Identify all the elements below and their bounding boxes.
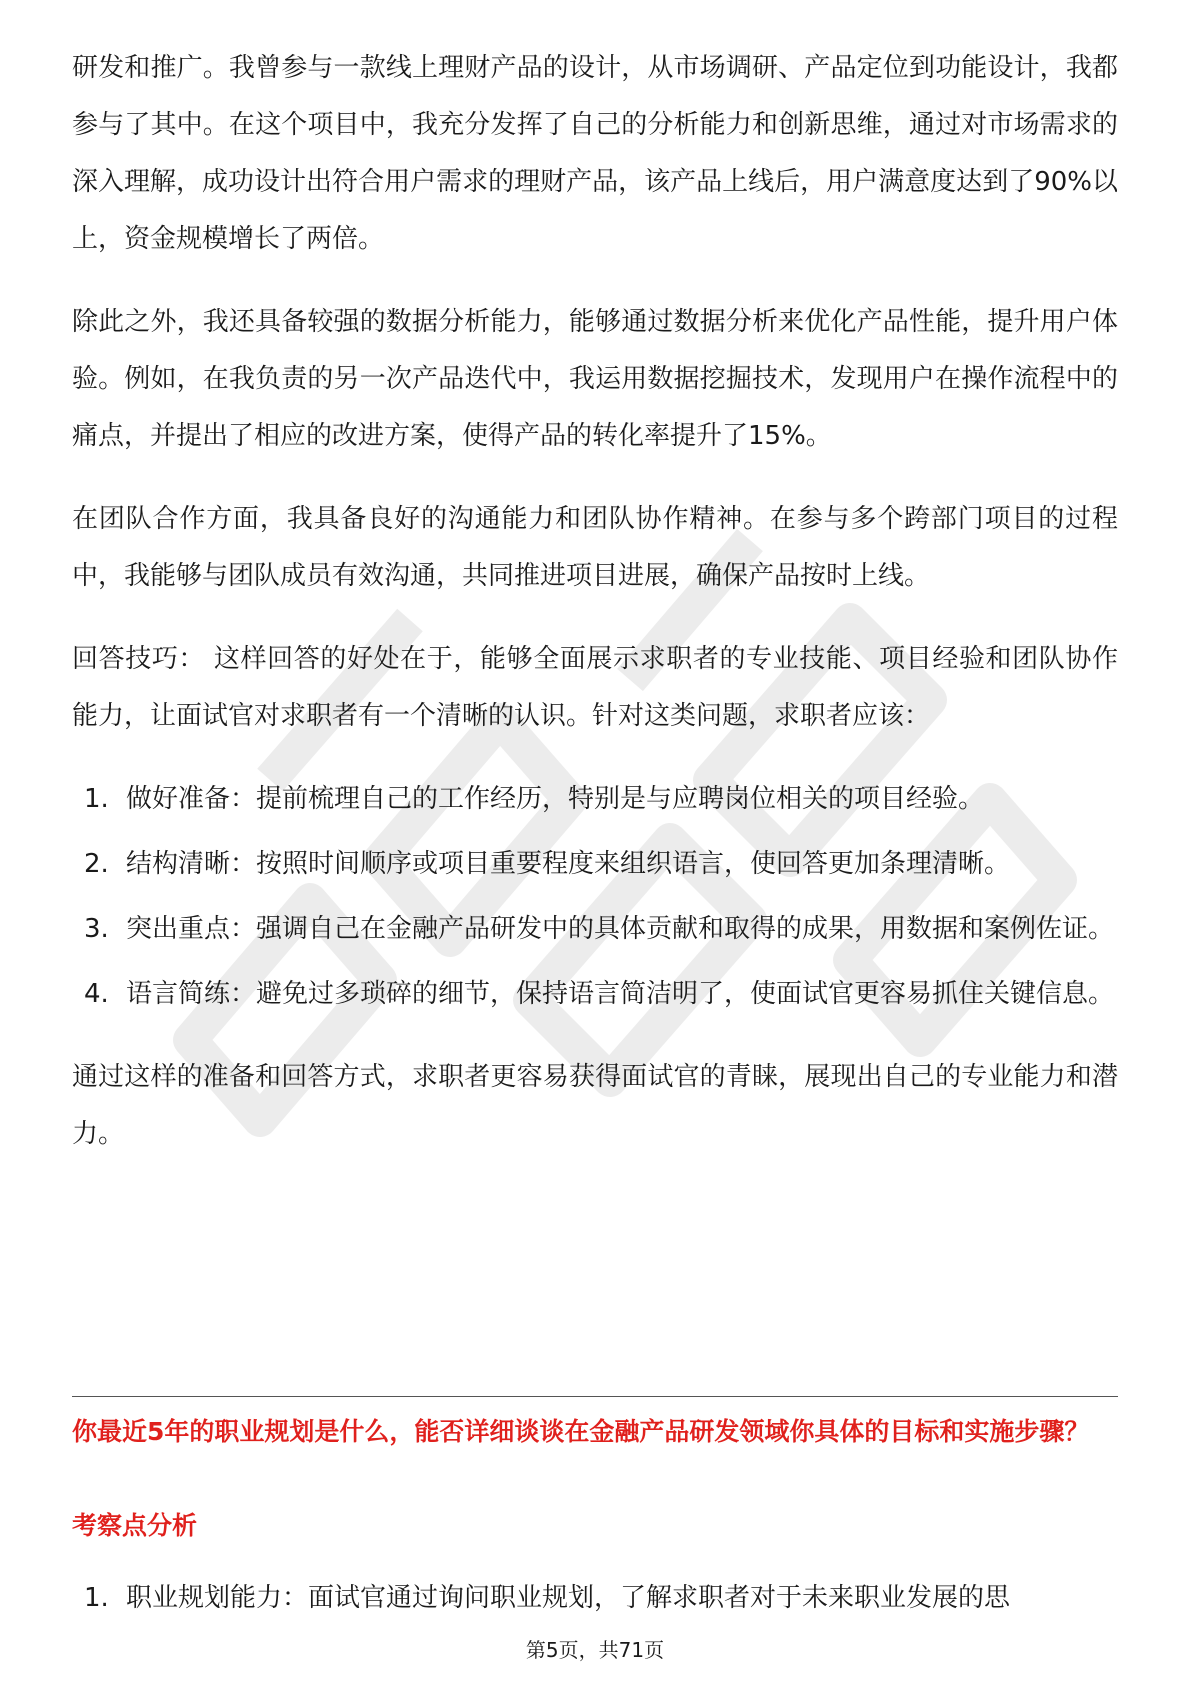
list-item bbox=[72, 836, 1118, 893]
list-item bbox=[72, 966, 1118, 1023]
paragraph-answer-tips: 回答技巧： 这样回答的好处在于，能够全面展示求职者的专业技能、项目经验和团队协作能力，让面试官对求职者有一个清晰的认识。针对这类问题，求职者应该： bbox=[72, 644, 1118, 731]
list-item bbox=[72, 771, 1118, 828]
list-item-number: 3. bbox=[84, 914, 109, 944]
list-item-text: 做好准备：提前梳理自己的工作经历，特别是与应聘岗位相关的项目经验。 bbox=[126, 784, 985, 814]
paragraph-teamwork: 在团队合作方面，我具备良好的沟通能力和团队协作精神。在参与多个跨部门项目的过程中，我能够与团队成员有效沟通，共同推进项目进展，确保产品按时上线。 bbox=[72, 504, 1118, 591]
section-divider bbox=[72, 1396, 1118, 1397]
list-item-number: 1. bbox=[84, 784, 109, 814]
list-item-text: 语言简练：避免过多琐碎的细节，保持语言简洁明了，使面试官更容易抓住关键信息。 bbox=[126, 979, 1115, 1009]
paragraph-data-analysis: 除此之外，我还具备较强的数据分析能力，能够通过数据分析来优化产品性能，提升用户体验。例如，在我负责的另一次产品迭代中，我运用数据挖掘技术，发现用户在操作流程中的痛点，并提出了相应的改进方案，使得产品的转化率提升了15%。 bbox=[72, 307, 1118, 451]
list-item-number: 2. bbox=[84, 849, 109, 879]
question-heading: 你最近5年的职业规划是什么，能否详细谈谈在金融产品研发领域你具体的目标和实施步骤？ bbox=[72, 1417, 1090, 1446]
list-item-text: 突出重点：强调自己在金融产品研发中的具体贡献和取得的成果，用数据和案例佐证。 bbox=[126, 914, 1115, 944]
list-item bbox=[72, 1580, 1118, 1616]
list-item-number: 4. bbox=[84, 979, 109, 1009]
paragraph-closing: 通过这样的准备和回答方式，求职者更容易获得面试官的青睐，展现出自己的专业能力和潜力。 bbox=[72, 1062, 1118, 1149]
tips-list bbox=[72, 771, 1118, 1023]
page-footer: 第5页，共71页 bbox=[525, 1638, 665, 1662]
list-item-text: 结构清晰：按照时间顺序或项目重要程度来组织语言，使回答更加条理清晰。 bbox=[126, 849, 1011, 879]
list-item-number: 1. bbox=[84, 1583, 109, 1613]
analysis-list bbox=[72, 1580, 1118, 1616]
main-content bbox=[72, 40, 1118, 1189]
section-title: 考察点分析 bbox=[72, 1511, 198, 1540]
paragraph-project-experience: 研发和推广。我曾参与一款线上理财产品的设计，从市场调研、产品定位到功能设计，我都参与了其中。在这个项目中，我充分发挥了自己的分析能力和创新思维，通过对市场需求的深入理解，成功设计出符合用户需求的理财产品，该产品上线后，用户满意度达到了90%以上，资金规模增长了两倍。 bbox=[72, 53, 1118, 254]
list-item bbox=[72, 901, 1118, 958]
list-item-text: 职业规划能力：面试官通过询问职业规划，了解求职者对于未来职业发展的思 bbox=[126, 1583, 1011, 1613]
